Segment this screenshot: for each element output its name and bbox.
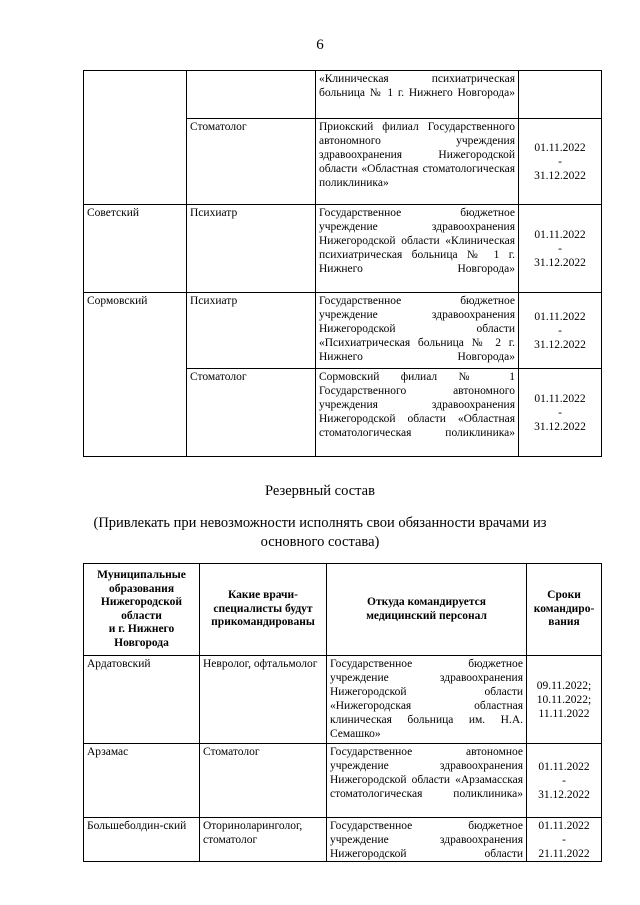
period-dash: - [558, 156, 562, 168]
period-start: 01.11.2022 [538, 820, 590, 832]
cell-specialist: Психиатр [187, 205, 316, 293]
period-date: 11.11.2022 [538, 708, 590, 720]
page-number: 6 [316, 37, 324, 53]
cell-organization: Государственное автономное учреждение здравоохранения Нижегородской области «Арзамасская стоматологическая поликлиника» [327, 744, 527, 818]
cell-period [527, 656, 602, 744]
period-date: 09.11.2022; [536, 680, 592, 692]
period-end: 31.12.2022 [534, 339, 586, 351]
cell-period [527, 818, 602, 862]
cell-organization: Государственное бюджетное учреждение здравоохранения Нижегородской области «Клиническая психиатрическая больница № 1 г. Нижнего Новгорода» [316, 205, 519, 293]
cell-period [519, 293, 602, 369]
table-row [84, 656, 602, 744]
period-end: 21.11.2022 [538, 848, 590, 860]
header-mo-line: области [121, 609, 162, 622]
cell-municipality: Сормовский [84, 293, 187, 457]
cell-municipality: Советский [84, 205, 187, 293]
cell-specialist: Стоматолог [187, 119, 316, 205]
header-period-line: Сроки [547, 589, 581, 602]
cell-period [519, 205, 602, 293]
table-row [84, 293, 602, 369]
cell-organization: Государственное бюджетное учреждение здравоохранения Нижегородской области [327, 818, 527, 862]
cell-period [519, 71, 602, 119]
header-org-line: медицинский персонал [366, 609, 487, 622]
header-organization [327, 564, 527, 656]
header-period-line: командиро- [533, 602, 595, 615]
period-dash: - [562, 834, 566, 846]
period-dash: - [558, 325, 562, 337]
cell-period [519, 369, 602, 457]
table-row [84, 818, 602, 862]
cell-specialist: Стоматолог [200, 744, 327, 818]
period-end: 31.12.2022 [534, 257, 586, 269]
header-spec-line: прикомандированы [211, 616, 315, 629]
header-row [84, 564, 602, 656]
period-dash: - [558, 243, 562, 255]
header-mo-line: Нижегородской [100, 596, 183, 608]
header-spec-line: Какие врачи- [227, 589, 298, 602]
header-specialist [200, 564, 327, 656]
period-start: 01.11.2022 [534, 393, 586, 405]
header-mo-line: и г. Нижнего [108, 623, 175, 635]
period-dash: - [562, 775, 566, 787]
cell-municipality: Большеболдин-ский [84, 818, 200, 862]
table-row [84, 71, 602, 119]
cell-specialist [187, 71, 316, 119]
header-period [527, 564, 602, 656]
cell-specialist: Психиатр [187, 293, 316, 369]
cell-organization: «Клиническая психиатрическая больница № 1 г. Нижнего Новгорода» [316, 71, 519, 119]
header-period-line: вания [548, 616, 580, 629]
period-dash: - [558, 407, 562, 419]
header-org-line: Откуда командируется [367, 596, 486, 608]
period-end: 31.12.2022 [538, 789, 590, 801]
cell-organization: Приокский филиал Государственного автономного учреждения здравоохранения Нижегородской области «Областная стоматологическая поликлиника» [316, 119, 519, 205]
cell-municipality: Ардатовский [84, 656, 200, 744]
header-spec-line: специалисты будут [213, 602, 313, 615]
cell-period [527, 744, 602, 818]
period-start: 01.11.2022 [534, 142, 586, 154]
table-row [84, 744, 602, 818]
header-mo-line: образования [108, 582, 175, 595]
cell-period [519, 119, 602, 205]
header-municipality [84, 564, 200, 656]
cell-specialist: Стоматолог [187, 369, 316, 457]
cell-municipality [84, 71, 187, 205]
table-row [84, 205, 602, 293]
cell-specialist: Невролог, офтальмолог [200, 656, 327, 744]
period-end: 31.12.2022 [534, 170, 586, 182]
reserve-title: Резервный состав [265, 483, 375, 499]
period-end: 31.12.2022 [534, 421, 586, 433]
reserve-subtitle-line-1: (Привлекать при невозможности исполнять свои обязанности врачами из [93, 515, 547, 531]
cell-organization: Сормовский филиал № 1 Государственного автономного учреждения здравоохранения Нижегородской области «Областная стоматологическая поликлиника» [316, 369, 519, 457]
header-mo-line: Муниципальные [97, 569, 186, 581]
period-start: 01.11.2022 [534, 229, 586, 241]
cell-municipality: Арзамас [84, 744, 200, 818]
reserve-table [83, 563, 602, 862]
cell-specialist: Оториноларинголог, стоматолог [200, 818, 327, 862]
period-start: 01.11.2022 [538, 761, 590, 773]
cell-organization: Государственное бюджетное учреждение здравоохранения Нижегородской области «Нижегородская областная клиническая больница им. Н.А. Семашко» [327, 656, 527, 744]
period-start: 01.11.2022 [534, 311, 586, 323]
header-mo-line: Новгорода [114, 636, 169, 649]
period-date: 10.11.2022; [536, 694, 592, 706]
reserve-subtitle-line-2: основного состава) [260, 534, 380, 550]
commission-table-continued [83, 70, 602, 457]
cell-organization: Государственное бюджетное учреждение здравоохранения Нижегородской области «Психиатрическая больница № 2 г. Нижнего Новгорода» [316, 293, 519, 369]
